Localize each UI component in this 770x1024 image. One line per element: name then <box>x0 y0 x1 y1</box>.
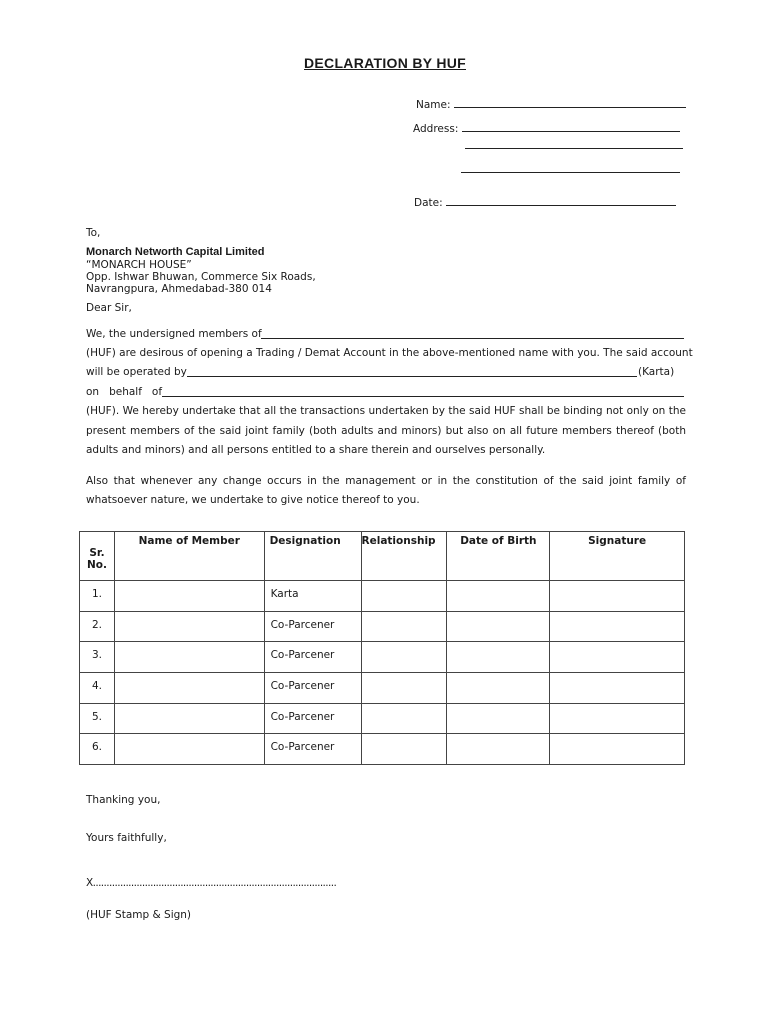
on-behalf-line[interactable] <box>162 386 684 397</box>
col-header-relationship: Relationship <box>361 532 447 581</box>
name-cell[interactable] <box>114 673 264 704</box>
signature-cell[interactable] <box>550 642 685 673</box>
table-row <box>80 611 685 642</box>
table-header-row <box>80 532 685 581</box>
sr-cell: 3. <box>80 642 115 673</box>
col-header-signature: Signature <box>550 532 685 581</box>
dob-cell[interactable] <box>447 673 550 704</box>
sr-cell: 6. <box>80 734 115 765</box>
karta-name-line[interactable] <box>187 366 637 377</box>
table-row <box>80 734 685 765</box>
relationship-cell[interactable] <box>361 703 447 734</box>
body-line-5: (HUF). We hereby undertake that all the transactions undertaken by the said HUF shall be binding not only on the <box>86 405 686 417</box>
page-title: DECLARATION BY HUF <box>304 55 466 71</box>
sr-cell: 1. <box>80 581 115 612</box>
body-line-4-prefix: on behalf of <box>86 386 163 398</box>
dob-cell[interactable] <box>447 703 550 734</box>
address-line: “MONARCH HOUSE” <box>86 259 192 271</box>
address-line: Opp. Ishwar Bhuwan, Commerce Six Roads, <box>86 271 316 283</box>
name-line[interactable] <box>454 98 686 108</box>
table-row <box>80 581 685 612</box>
relationship-cell[interactable] <box>361 611 447 642</box>
name-label: Name: <box>416 99 451 111</box>
body-line-7: adults and minors) and all persons entitled to a share therein and ourselves personally. <box>86 444 546 456</box>
dob-cell[interactable] <box>447 734 550 765</box>
date-line[interactable] <box>446 196 676 206</box>
address-line: Navrangpura, Ahmedabad-380 014 <box>86 283 272 295</box>
body-line-1 <box>86 328 262 340</box>
yours-faithfully-text: Yours faithfully, <box>86 832 167 844</box>
designation-cell: Co-Parcener <box>264 673 361 704</box>
name-cell[interactable] <box>114 642 264 673</box>
sr-cell: 4. <box>80 673 115 704</box>
dob-cell[interactable] <box>447 581 550 612</box>
date-field[interactable] <box>414 196 676 209</box>
signature-cell[interactable] <box>550 734 685 765</box>
designation-cell: Co-Parcener <box>264 734 361 765</box>
address-line-3[interactable] <box>461 172 680 173</box>
body-line-6: present members of the said joint family (both adults and minors) but also on all future members thereof (both <box>86 425 686 437</box>
designation-cell: Karta <box>264 581 361 612</box>
signature-line[interactable]: X......................................................................................... <box>86 877 337 889</box>
signature-cell[interactable] <box>550 703 685 734</box>
body-line-3-prefix: will be operated by <box>86 366 187 378</box>
dob-cell[interactable] <box>447 642 550 673</box>
col-header-sr-no: Sr. No. <box>80 532 115 581</box>
date-label: Date: <box>414 197 443 209</box>
col-header-designation: Designation <box>264 532 361 581</box>
designation-cell: Co-Parcener <box>264 703 361 734</box>
signature-cell[interactable] <box>550 611 685 642</box>
sr-cell: 5. <box>80 703 115 734</box>
to-label: To, <box>86 227 101 239</box>
thanking-text: Thanking you, <box>86 794 161 806</box>
designation-cell: Co-Parcener <box>264 611 361 642</box>
body-line-9: whatsoever nature, we undertake to give notice thereof to you. <box>86 494 420 506</box>
table-row <box>80 642 685 673</box>
name-field[interactable] <box>416 98 686 111</box>
relationship-cell[interactable] <box>361 734 447 765</box>
stamp-sign-label: (HUF Stamp & Sign) <box>86 909 192 921</box>
dob-cell[interactable] <box>447 611 550 642</box>
table-row <box>80 703 685 734</box>
name-cell[interactable] <box>114 734 264 765</box>
relationship-cell[interactable] <box>361 581 447 612</box>
company-name: Monarch Networth Capital Limited <box>86 246 265 258</box>
name-cell[interactable] <box>114 703 264 734</box>
col-header-dob: Date of Birth <box>447 532 550 581</box>
huf-name-line[interactable] <box>261 328 684 339</box>
col-header-name: Name of Member <box>114 532 264 581</box>
address-line-2[interactable] <box>465 148 683 149</box>
address-field[interactable] <box>413 122 680 135</box>
body-line-1-prefix: We, the undersigned members of <box>86 328 262 340</box>
address-label: Address: <box>413 123 459 135</box>
designation-cell: Co-Parcener <box>264 642 361 673</box>
salutation: Dear Sir, <box>86 302 132 314</box>
sr-cell: 2. <box>80 611 115 642</box>
relationship-cell[interactable] <box>361 673 447 704</box>
table-row <box>80 673 685 704</box>
body-line-8: Also that whenever any change occurs in the management or in the constitution of the said joint family of <box>86 475 686 487</box>
name-cell[interactable] <box>114 611 264 642</box>
members-table <box>79 531 685 765</box>
name-cell[interactable] <box>114 581 264 612</box>
signature-cell[interactable] <box>550 581 685 612</box>
body-line-3-suffix: (Karta) <box>638 366 675 378</box>
address-line-1[interactable] <box>462 122 680 132</box>
relationship-cell[interactable] <box>361 642 447 673</box>
signature-cell[interactable] <box>550 673 685 704</box>
body-line-2: (HUF) are desirous of opening a Trading / Demat Account in the above-mentioned name with you. The said account <box>86 347 693 359</box>
